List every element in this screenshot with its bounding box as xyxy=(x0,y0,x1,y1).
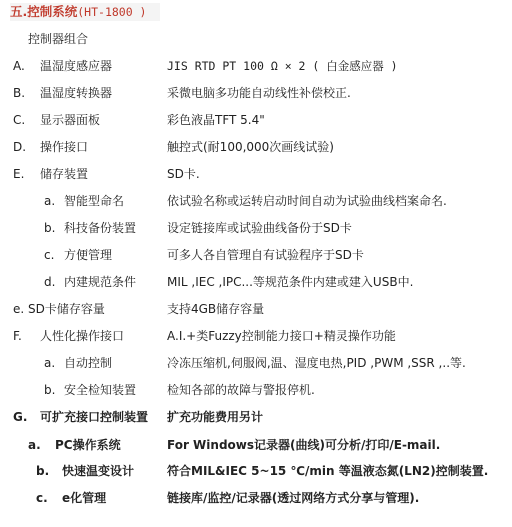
spec-row xyxy=(0,138,512,156)
item-label: 显示器面板 xyxy=(40,113,101,127)
item-label: 安全检知装置 xyxy=(64,383,137,397)
item-marker: c. xyxy=(44,248,55,262)
spec-subrow xyxy=(0,273,512,291)
item-value: MIL ,IEC ,IPC...等规范条件内建或建入USB中. xyxy=(167,275,414,289)
item-value: 设定链接库或试验曲线备份于SD卡 xyxy=(167,221,352,235)
spec-row xyxy=(0,165,512,183)
spec-subrow xyxy=(0,436,512,454)
item-value: SD卡. xyxy=(167,167,200,181)
item-label: 温湿度转换器 xyxy=(40,86,113,100)
item-value: For Windows记录器(曲线)可分析/打印/E-mail. xyxy=(167,438,441,452)
item-label: 储存装置 xyxy=(40,167,89,181)
item-marker: E. xyxy=(13,167,25,181)
item-value: 检知各部的故障与警报停机. xyxy=(167,383,315,397)
item-label: 可扩充接口控制装置 xyxy=(40,410,149,424)
item-marker: F. xyxy=(13,329,22,343)
item-value: 扩充功能费用另计 xyxy=(167,410,264,424)
spec-row xyxy=(0,408,512,426)
spec-subrow xyxy=(0,462,512,480)
item-marker: G. xyxy=(13,410,28,424)
item-value: 链接库/监控/记录器(透过网络方式分享与管理). xyxy=(167,491,420,505)
item-marker: a. xyxy=(44,356,56,370)
item-label: 操作接口 xyxy=(40,140,89,154)
item-label: 自动控制 xyxy=(64,356,113,370)
item-marker: C. xyxy=(13,113,26,127)
item-label: 智能型命名 xyxy=(64,194,125,208)
item-marker: e. xyxy=(13,302,25,316)
section-code: (HT-1800 ) xyxy=(77,5,147,19)
spec-row xyxy=(0,111,512,129)
spec-subrow xyxy=(0,489,512,507)
item-label: 人性化操作接口 xyxy=(40,329,125,343)
item-label: 方便管理 xyxy=(64,248,113,262)
item-value: 依试验名称或运转启动时间自动为试验曲线档案命名. xyxy=(167,194,447,208)
spec-subrow xyxy=(0,381,512,399)
spec-subrow xyxy=(0,219,512,237)
item-marker: d. xyxy=(44,275,56,289)
item-label: SD卡储存容量 xyxy=(28,302,105,316)
spec-subrow xyxy=(0,192,512,210)
item-value: 符合MIL&IEC 5~15 ℃/min 等温液态氮(LN2)控制装置. xyxy=(167,464,489,478)
item-marker: b. xyxy=(44,221,56,235)
item-marker: c. xyxy=(36,491,48,505)
item-label: e化管理 xyxy=(62,491,107,505)
spec-row xyxy=(0,57,512,75)
item-marker: B. xyxy=(13,86,26,100)
item-value: 触控式(耐100,000次画线试验) xyxy=(167,140,334,154)
item-value: 可多人各自管理自有试验程序于SD卡 xyxy=(167,248,364,262)
section-heading xyxy=(10,3,160,21)
item-label: PC操作系统 xyxy=(55,438,121,452)
item-label: 温湿度感应器 xyxy=(40,59,113,73)
item-value: A.I.+类Fuzzy控制能力接口+精灵操作功能 xyxy=(167,329,396,343)
item-label: 快速温变设计 xyxy=(62,464,135,478)
spec-row xyxy=(0,84,512,102)
item-marker: b. xyxy=(36,464,50,478)
item-value: 彩色液晶TFT 5.4" xyxy=(167,113,265,127)
item-marker: a. xyxy=(28,438,41,452)
item-marker: a. xyxy=(44,194,56,208)
subtitle: 控制器组合 xyxy=(28,32,89,46)
section-title: 五.控制系统 xyxy=(10,4,78,19)
item-value: 支持4GB储存容量 xyxy=(167,302,265,316)
item-marker: D. xyxy=(13,140,27,154)
item-label: 科技备份装置 xyxy=(64,221,137,235)
item-marker: b. xyxy=(44,383,56,397)
item-label: 内建规范条件 xyxy=(64,275,137,289)
spec-subrow xyxy=(0,246,512,264)
spec-row xyxy=(0,327,512,345)
item-value: 采微电脑多功能自动线性补偿校正. xyxy=(167,86,351,100)
spec-row xyxy=(0,300,512,318)
item-value: JIS RTD PT 100 Ω × 2 ( 白金感应器 ) xyxy=(167,59,398,73)
item-marker: A. xyxy=(13,59,25,73)
item-value: 冷冻压缩机,伺服阀,温、湿度电热,PID ,PWM ,SSR ,..等. xyxy=(167,356,466,370)
spec-subrow xyxy=(0,354,512,372)
